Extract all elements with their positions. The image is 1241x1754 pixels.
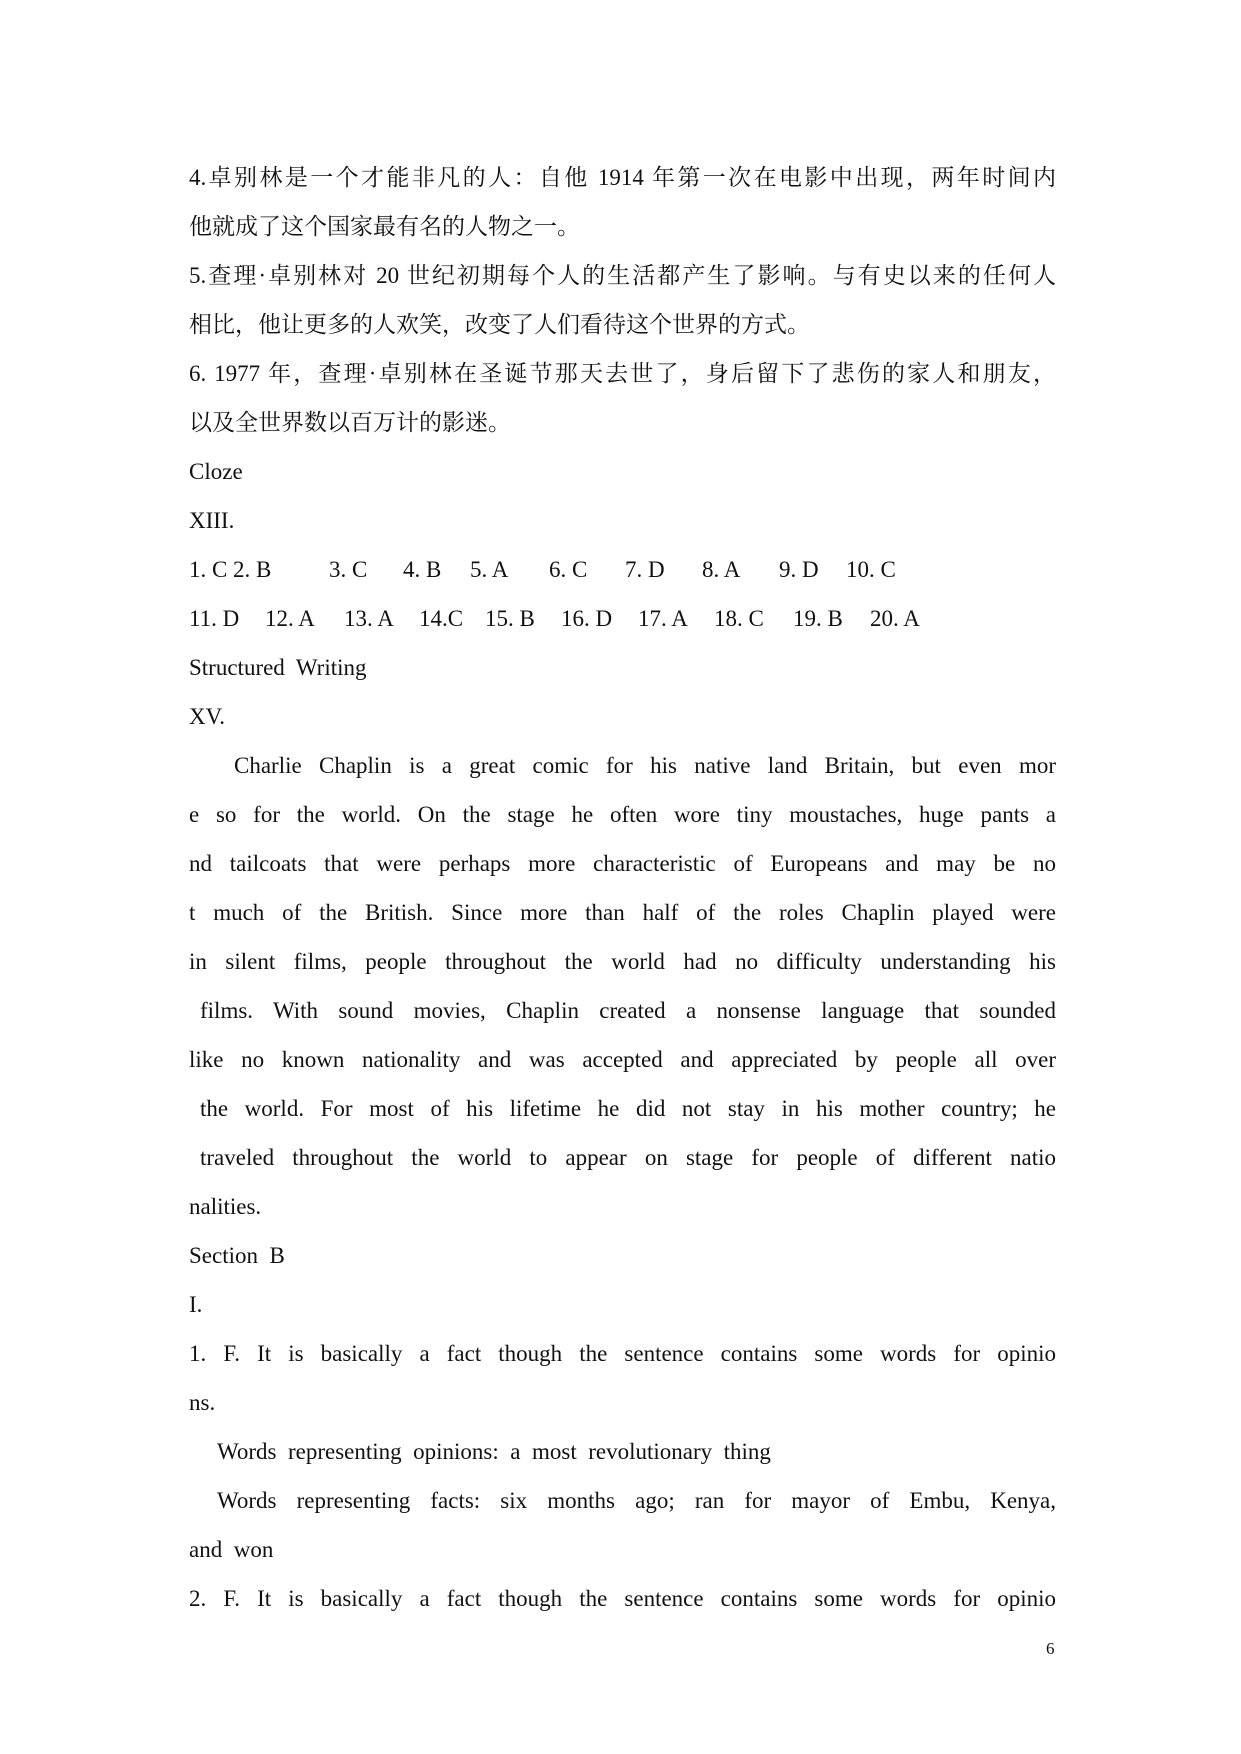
text-line: 2. F. It is basically a fact though the sentence contains some words for opinio [189,1586,1056,1611]
text-line: 相比，他让更多的人欢笑，改变了人们看待这个世界的方式。 [189,312,810,337]
answer-item: 5. A [470,557,509,582]
answer-item: 19. B [793,606,843,631]
text-line: Cloze [189,459,243,484]
page-content [189,153,1056,1623]
text-line: the world. For most of his lifetime he did not stay in his mother country; he [200,1096,1056,1121]
text-line: Structured Writing [189,655,367,680]
answer-item: 2. B [233,557,272,582]
text-line: like no known nationality and was accepted and appreciated by people all over [189,1047,1056,1072]
answer-item: 15. B [485,606,535,631]
answer-item: 6. C [549,557,588,582]
page-number: 6 [1046,1639,1055,1658]
answer-item: 3. C [329,557,368,582]
text-line: Words representing opinions: a most revolutionary thing [217,1439,771,1464]
answer-item: 18. C [714,606,764,631]
answer-item: 7. D [625,557,665,582]
text-line: Words representing facts: six months ago; ran for mayor of Embu, Kenya, [217,1488,1056,1513]
text-line: 6. 1977 年，查理·卓别林在圣诞节那天去世了，身后留下了悲伤的家人和朋友， [189,361,1056,386]
text-line: nalities. [189,1194,262,1219]
text-line: e so for the world. On the stage he often wore tiny moustaches, huge pants a [189,802,1056,827]
answer-item: 1. C [189,557,228,582]
text-line: nd tailcoats that were perhaps more characteristic of Europeans and may be no [189,851,1056,876]
answer-item: 11. D [189,606,240,631]
text-line: 他就成了这个国家最有名的人物之一。 [189,214,580,239]
text-line: 1. F. It is basically a fact though the sentence contains some words for opinio [189,1341,1056,1366]
text-line: I. [189,1292,203,1317]
text-line: XIII. [189,508,235,533]
translation-block [189,153,1056,545]
answer-item: 20. A [870,606,920,631]
answer-item: 4. B [403,557,442,582]
text-line: films. With sound movies, Chaplin created a nonsense language that sounded [200,998,1056,1023]
text-line: 以及全世界数以百万计的影迷。 [189,410,511,435]
text-line: 5.查理·卓别林对 20 世纪初期每个人的生活都产生了影响。与有史以来的任何人 [189,263,1056,288]
text-line: Charlie Chaplin is a great comic for his native land Britain, but even mor [234,753,1056,778]
answer-item: 13. A [344,606,394,631]
text-line: and won [189,1537,274,1562]
text-line: traveled throughout the world to appear on stage for people of different natio [200,1145,1056,1170]
answer-item: 14.C [419,606,464,631]
text-line: Section B [189,1243,285,1268]
answer-row-1 [189,545,1056,594]
text-line: XV. [189,704,226,729]
text-line: 4.卓别林是一个才能非凡的人：自他 1914 年第一次在电影中出现，两年时间内 [189,165,1056,190]
text-line: t much of the British. Since more than half of the roles Chaplin played were [189,900,1056,925]
answer-item: 10. C [846,557,896,582]
answer-row-2 [189,594,1056,643]
answer-item: 8. A [702,557,741,582]
text-line: in silent films, people throughout the world had no difficulty understanding his [189,949,1056,974]
writing-and-section-b-block [189,643,1056,1623]
answer-item: 17. A [638,606,688,631]
answer-item: 9. D [779,557,819,582]
answer-item: 16. D [561,606,613,631]
text-line: ns. [189,1390,216,1415]
answer-item: 12. A [265,606,315,631]
